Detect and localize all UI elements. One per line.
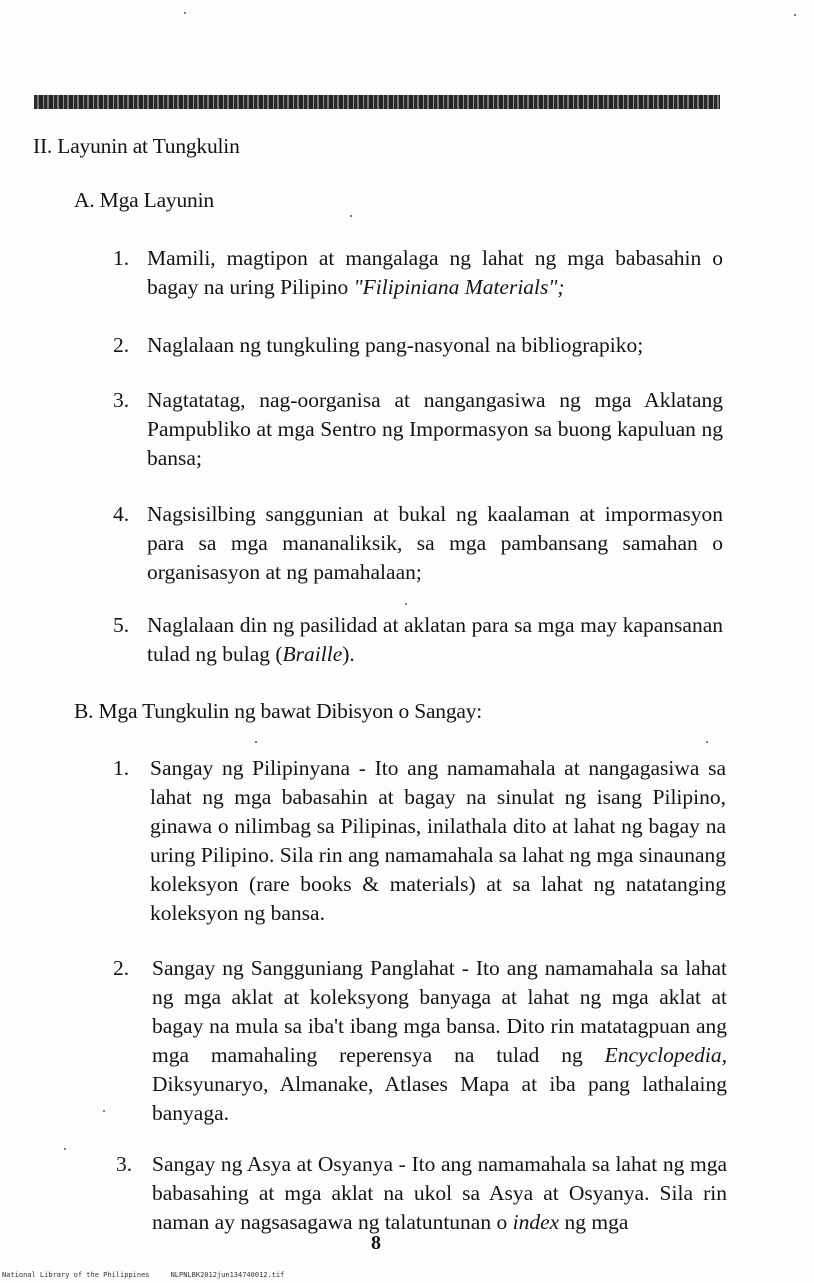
list-number: 1. [113, 246, 130, 270]
scan-footer: National Library of the Philippines NLPNLBK2012jun134740012.tif [2, 1271, 285, 1279]
list-item: Mamili, magtipon at mangalaga ng lahat ng mga babasahin o bagay na uring Pilipino "Filipiniana Materials"; [147, 246, 723, 299]
list-item: Naglalaan din ng pasilidad at aklatan para sa mga may kapansanan tulad ng bulag (Braille). [147, 613, 723, 666]
list-item: Sangay ng Asya at Osyanya - Ito ang namamahala sa lahat ng mga babasahing at mga aklat na ukol sa Asya at Osyanya. Sila rin naman ay nagsasagawa ng talatuntunan o index ng mga [152, 1152, 727, 1234]
scan-speck [103, 1110, 105, 1112]
scan-speck [255, 741, 257, 743]
list-number: 2. [113, 956, 130, 980]
header-rule [34, 95, 720, 109]
list-number: 3. [113, 388, 130, 412]
scan-speck [184, 12, 186, 14]
part-a-heading: A. Mga Layunin [74, 188, 214, 212]
list-item: Sangay ng Pilipinyana - Ito ang namamahala at nangagasiwa sa lahat ng mga babasahin at bagay na sinulat ng isang Pilipino, ginawa o nilimbag sa Pilipinas, inilathala dito at lahat ng bagay na uring Pilipino. Sila rin ang namamahala sa lahat ng mga sinaunang koleksyon (rare books & materials) at sa lahat ng natatanging koleksyon ng bansa. [150, 756, 726, 925]
list-number: 3. [116, 1152, 133, 1176]
page-number: 8 [371, 1232, 381, 1254]
part-b-heading: B. Mga Tungkulin ng bawat Dibisyon o Sangay: [74, 699, 483, 723]
section-title: II. Layunin at Tungkulin [33, 134, 240, 158]
list-item: Naglalaan ng tungkuling pang-nasyonal na bibliograpiko; [147, 333, 644, 357]
scan-speck [64, 1148, 66, 1150]
scan-speck [350, 215, 352, 217]
list-item: Nagtatatag, nag-oorganisa at nangangasiwa ng mga Aklatang Pampubliko at mga Sentro ng Impormasyon sa buong kapuluan ng bansa; [147, 388, 723, 470]
scan-speck [794, 14, 796, 16]
scan-speck [405, 603, 407, 605]
list-number: 5. [113, 613, 130, 637]
scan-speck [706, 741, 708, 743]
list-item: Nagsisilbing sanggunian at bukal ng kaalaman at impormasyon para sa mga mananaliksik, sa mga pambansang samahan o organisasyon at ng pamahalaan; [147, 502, 723, 584]
list-number: 4. [113, 502, 130, 526]
list-item: Sangay ng Sangguniang Panglahat - Ito ang namamahala sa lahat ng mga aklat at koleksyong banyaga at lahat ng mga aklat at bagay na mula sa iba't ibang mga bansa. Dito rin matatagpuan ang mga mamahaling reperensya na tulad ng Encyclopedia, Diksyunaryo, Almanake, Atlases Mapa at iba pang lathalaing banyaga. [152, 956, 727, 1125]
list-number: 2. [113, 333, 130, 357]
list-number: 1. [113, 756, 130, 780]
